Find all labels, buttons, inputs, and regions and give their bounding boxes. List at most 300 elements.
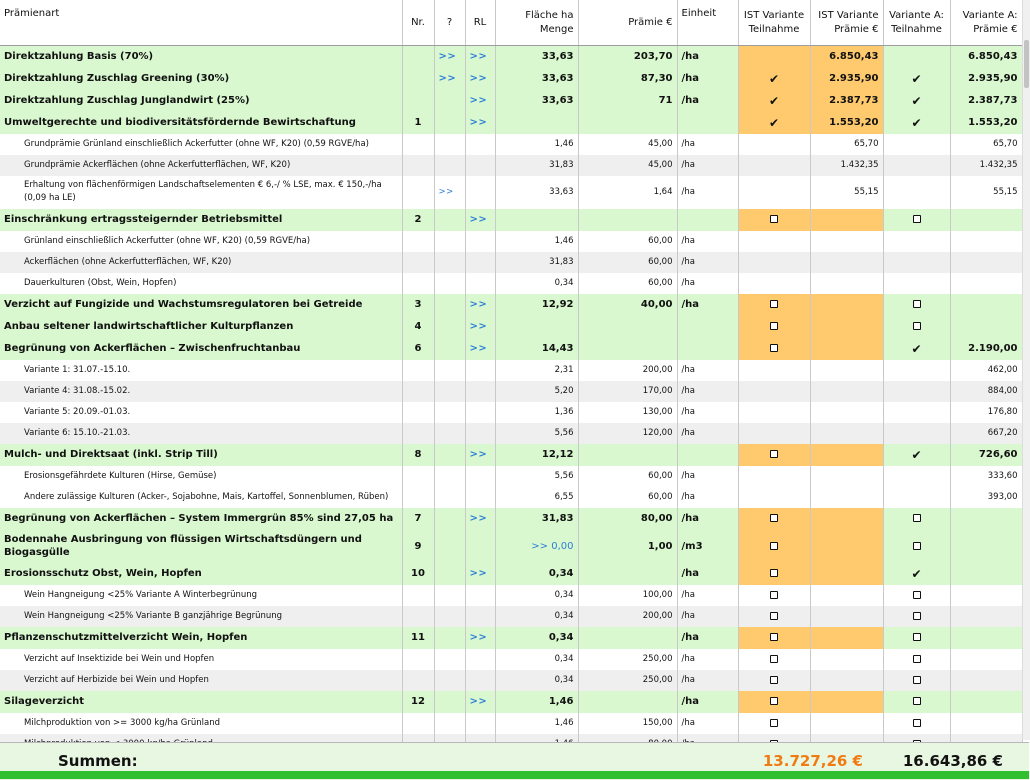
- variant-a-participation-cell[interactable]: [883, 606, 950, 627]
- premium-subrow[interactable]: [0, 585, 1022, 606]
- premium-name-cell: [0, 231, 402, 252]
- variant-a-premium-value: 884,00: [987, 386, 1018, 396]
- variant-a-participation-checkmark-icon[interactable]: ✔: [911, 71, 922, 86]
- area-value: 33,63: [541, 73, 574, 84]
- ist-premium-value: 1.553,20: [829, 117, 879, 128]
- premium-name: Pflanzenschutzmittelverzicht Wein, Hopfen: [4, 632, 248, 643]
- ist-participation-checkbox[interactable]: [770, 676, 778, 684]
- premium-subrow[interactable]: [0, 176, 1022, 209]
- ist-participation-checkbox[interactable]: [770, 697, 778, 705]
- guideline-link[interactable]: >>: [469, 696, 488, 707]
- area-cell: [495, 176, 578, 209]
- variant-a-participation-cell: [883, 252, 950, 273]
- ist-participation-checkmark-icon[interactable]: ✔: [768, 71, 780, 86]
- variant-a-participation-checkbox[interactable]: [913, 322, 921, 330]
- variant-a-participation-checkbox[interactable]: [913, 655, 921, 663]
- variant-a-participation-checkbox[interactable]: [913, 612, 921, 620]
- help-link[interactable]: >>: [438, 51, 457, 63]
- variant-a-premium-value: 393,00: [987, 492, 1018, 502]
- unit-cell: [677, 360, 738, 381]
- guideline-cell[interactable]: [465, 627, 495, 649]
- premium-subrow[interactable]: [0, 487, 1022, 508]
- help-cell[interactable]: [434, 68, 465, 90]
- variant-a-participation-cell[interactable]: [883, 713, 950, 734]
- guideline-cell[interactable]: [465, 444, 495, 466]
- variant-a-premium-value: 2.190,00: [968, 343, 1018, 354]
- variant-a-premium-cell: [950, 209, 1022, 231]
- variant-a-participation-checkbox[interactable]: [913, 300, 921, 308]
- ist-premium-cell: [810, 402, 883, 423]
- premium-name-cell: [0, 294, 402, 316]
- variant-a-participation-cell[interactable]: [883, 670, 950, 691]
- ist-participation-checkmark-icon[interactable]: ✔: [768, 93, 780, 108]
- guideline-cell[interactable]: [465, 338, 495, 360]
- ist-premium-cell: [810, 176, 883, 209]
- area-value: 1,46: [548, 696, 574, 707]
- variant-a-participation-cell[interactable]: [883, 338, 950, 360]
- unit-label: /ha: [681, 236, 695, 246]
- col-header-area[interactable]: [495, 0, 578, 46]
- ist-participation-cell[interactable]: [738, 530, 810, 563]
- scrollbar-thumb[interactable]: [1024, 40, 1029, 88]
- ist-participation-cell[interactable]: [738, 209, 810, 231]
- ist-participation-cell: [738, 360, 810, 381]
- guideline-cell[interactable]: [465, 563, 495, 585]
- variant-a-participation-checkbox[interactable]: [913, 676, 921, 684]
- ist-participation-checkbox[interactable]: [770, 612, 778, 620]
- area-cell: [495, 585, 578, 606]
- premium-rate-cell: [578, 155, 677, 176]
- ist-participation-checkbox[interactable]: [770, 300, 778, 308]
- footer-accent-bar: [0, 771, 1029, 779]
- ist-participation-checkbox[interactable]: [770, 633, 778, 641]
- premium-name-cell: [0, 585, 402, 606]
- premium-name: Ackerflächen (ohne Ackerfutterflächen, WF, K20): [24, 257, 232, 267]
- ist-participation-cell[interactable]: [738, 670, 810, 691]
- guideline-cell: [465, 487, 495, 508]
- premium-name-cell: [0, 670, 402, 691]
- variant-a-participation-checkmark-icon[interactable]: ✔: [911, 93, 922, 108]
- guideline-link[interactable]: >>: [469, 568, 488, 579]
- premium-subrow[interactable]: [0, 273, 1022, 294]
- ist-participation-cell[interactable]: [738, 713, 810, 734]
- premium-row[interactable]: [0, 444, 1022, 466]
- premium-subrow[interactable]: [0, 381, 1022, 402]
- premium-nr: 11: [411, 632, 425, 643]
- variant-a-participation-cell[interactable]: [883, 649, 950, 670]
- premium-name: Direktzahlung Zuschlag Greening (30%): [4, 73, 230, 84]
- unit-cell: [677, 68, 738, 90]
- guideline-link[interactable]: >>: [469, 117, 488, 128]
- premium-subrow[interactable]: [0, 402, 1022, 423]
- ist-participation-checkbox[interactable]: [770, 591, 778, 599]
- area-value: 1,36: [554, 407, 574, 417]
- variant-a-participation-checkbox[interactable]: [913, 514, 921, 522]
- premium-rate: 60,00: [648, 492, 673, 502]
- premium-name-cell: [0, 68, 402, 90]
- col-header-nr[interactable]: Nr.: [402, 0, 434, 46]
- nr-cell: [402, 209, 434, 231]
- ist-premium-value: 1.432,35: [840, 160, 879, 170]
- premium-rate-cell: [578, 585, 677, 606]
- nr-cell: [402, 176, 434, 209]
- col-header-premium-type[interactable]: Prämienart: [0, 0, 402, 46]
- premium-row[interactable]: [0, 508, 1022, 530]
- unit-cell: [677, 294, 738, 316]
- variant-a-participation-cell[interactable]: [883, 627, 950, 649]
- help-cell: [434, 487, 465, 508]
- premium-subrow[interactable]: [0, 134, 1022, 155]
- col-header-variant-a-premium-line1: Variante A:: [962, 9, 1018, 21]
- area-value: 0,34: [554, 590, 574, 600]
- guideline-link[interactable]: >>: [469, 343, 488, 354]
- col-header-ist-premium-line2: Prämie €: [834, 23, 879, 35]
- guideline-cell[interactable]: [465, 46, 495, 68]
- ist-participation-checkbox[interactable]: [770, 215, 778, 223]
- area-value: 0,34: [554, 654, 574, 664]
- guideline-link[interactable]: >>: [469, 73, 488, 84]
- ist-premium-value: 2.387,73: [829, 95, 879, 106]
- unit-label: /m3: [681, 540, 703, 552]
- area-value: 33,63: [541, 95, 574, 106]
- guideline-cell[interactable]: [465, 209, 495, 231]
- ist-participation-cell[interactable]: [738, 316, 810, 338]
- guideline-link[interactable]: >>: [469, 449, 488, 460]
- area-cell: [495, 134, 578, 155]
- premium-subrow[interactable]: [0, 155, 1022, 176]
- unit-label: /ha: [681, 568, 700, 579]
- help-cell: [434, 606, 465, 627]
- area-cell: [495, 466, 578, 487]
- col-header-help[interactable]: ?: [434, 0, 465, 46]
- area-value: 0,34: [554, 675, 574, 685]
- variant-a-premium-value: 333,60: [987, 471, 1018, 481]
- premium-subrow[interactable]: [0, 360, 1022, 381]
- help-cell[interactable]: [434, 176, 465, 209]
- premium-rate-cell: [578, 691, 677, 713]
- guideline-cell: [465, 466, 495, 487]
- premium-name: Grundprämie Ackerflächen (ohne Ackerfutterflächen, WF, K20): [24, 160, 291, 170]
- ist-participation-checkbox[interactable]: [770, 344, 778, 352]
- unit-cell: [677, 713, 738, 734]
- ist-participation-cell[interactable]: [738, 649, 810, 670]
- premium-row[interactable]: [0, 112, 1022, 134]
- ist-participation-cell[interactable]: [738, 606, 810, 627]
- ist-participation-checkbox[interactable]: [770, 542, 778, 550]
- premium-subrow[interactable]: [0, 713, 1022, 734]
- variant-a-participation-cell: [883, 231, 950, 252]
- ist-participation-cell: [738, 487, 810, 508]
- unit-label: /ha: [681, 718, 695, 728]
- variant-a-premium-cell: [950, 273, 1022, 294]
- col-header-unit[interactable]: Einheit: [677, 0, 738, 46]
- guideline-link[interactable]: >>: [469, 51, 488, 63]
- variant-a-premium-cell: [950, 444, 1022, 466]
- help-cell[interactable]: [434, 46, 465, 68]
- guideline-cell[interactable]: [465, 68, 495, 90]
- ist-participation-checkbox[interactable]: [770, 450, 778, 458]
- guideline-cell[interactable]: [465, 112, 495, 134]
- col-header-variant-a-participation[interactable]: [883, 0, 950, 46]
- premium-rate-cell: [578, 444, 677, 466]
- premium-name-cell: [0, 360, 402, 381]
- variant-a-participation-cell[interactable]: [883, 563, 950, 585]
- premium-name-cell: [0, 606, 402, 627]
- guideline-cell: [465, 381, 495, 402]
- ist-participation-cell[interactable]: [738, 338, 810, 360]
- col-header-ist-participation[interactable]: [738, 0, 810, 46]
- premium-subrow[interactable]: [0, 670, 1022, 691]
- ist-participation-cell[interactable]: [738, 563, 810, 585]
- ist-participation-cell[interactable]: [738, 112, 810, 134]
- area-cell: [495, 713, 578, 734]
- ist-participation-cell[interactable]: [738, 508, 810, 530]
- ist-participation-checkbox[interactable]: [770, 514, 778, 522]
- guideline-cell[interactable]: [465, 316, 495, 338]
- ist-participation-checkmark-icon[interactable]: ✔: [768, 115, 780, 130]
- unit-label: /ha: [681, 407, 695, 417]
- premium-rate-cell: [578, 670, 677, 691]
- guideline-cell: [465, 252, 495, 273]
- ist-participation-cell[interactable]: [738, 294, 810, 316]
- unit-label: /ha: [681, 611, 695, 621]
- area-value[interactable]: >> 0,00: [531, 540, 574, 552]
- premium-row[interactable]: [0, 338, 1022, 360]
- ist-participation-checkbox[interactable]: [770, 322, 778, 330]
- unit-cell: [677, 627, 738, 649]
- premium-rate-cell: [578, 90, 677, 112]
- vertical-scrollbar[interactable]: [1022, 0, 1030, 740]
- unit-cell: [677, 90, 738, 112]
- col-header-ist-premium[interactable]: [810, 0, 883, 46]
- premium-row[interactable]: [0, 68, 1022, 90]
- ist-participation-cell[interactable]: [738, 627, 810, 649]
- unit-cell: [677, 316, 738, 338]
- area-value: 1,46: [554, 236, 574, 246]
- area-cell: [495, 670, 578, 691]
- premium-name-cell: [0, 530, 402, 563]
- variant-a-participation-cell[interactable]: [883, 112, 950, 134]
- area-cell: [495, 273, 578, 294]
- guideline-link[interactable]: >>: [469, 95, 488, 106]
- unit-label: /ha: [681, 187, 695, 197]
- premium-rate-cell: [578, 231, 677, 252]
- guideline-cell[interactable]: [465, 691, 495, 713]
- variant-a-premium-cell: [950, 423, 1022, 444]
- unit-cell: [677, 402, 738, 423]
- variant-a-participation-checkmark-icon[interactable]: ✔: [911, 341, 922, 356]
- ist-participation-cell: [738, 466, 810, 487]
- variant-a-participation-checkmark-icon[interactable]: ✔: [911, 447, 922, 462]
- area-cell: [495, 508, 578, 530]
- premium-name-cell: [0, 112, 402, 134]
- premium-name-cell: [0, 209, 402, 231]
- premium-row[interactable]: [0, 209, 1022, 231]
- area-cell: [495, 402, 578, 423]
- guideline-cell: [465, 360, 495, 381]
- premium-name-cell: [0, 466, 402, 487]
- premium-row[interactable]: [0, 46, 1022, 68]
- variant-a-participation-checkbox[interactable]: [913, 591, 921, 599]
- premium-nr: 2: [414, 214, 422, 225]
- variant-a-participation-cell[interactable]: [883, 90, 950, 112]
- premium-rate-cell: [578, 294, 677, 316]
- unit-label: /ha: [681, 513, 700, 524]
- premium-subrow[interactable]: [0, 649, 1022, 670]
- premium-rate: 250,00: [642, 654, 673, 664]
- ist-premium-cell: [810, 530, 883, 563]
- premium-name-cell: [0, 338, 402, 360]
- variant-a-participation-cell: [883, 273, 950, 294]
- col-header-ist-participation-line2: Teilnahme: [748, 23, 800, 35]
- variant-a-participation-cell[interactable]: [883, 316, 950, 338]
- help-cell: [434, 402, 465, 423]
- variant-a-premium-cell: [950, 691, 1022, 713]
- ist-participation-cell[interactable]: [738, 585, 810, 606]
- premium-row[interactable]: [0, 316, 1022, 338]
- unit-cell: [677, 176, 738, 209]
- variant-a-premium-value: 1.553,20: [968, 117, 1018, 128]
- ist-participation-checkbox[interactable]: [770, 719, 778, 727]
- help-link[interactable]: >>: [438, 73, 457, 84]
- guideline-cell[interactable]: [465, 508, 495, 530]
- variant-a-premium-cell: [950, 563, 1022, 585]
- variant-a-participation-checkbox[interactable]: [913, 215, 921, 223]
- variant-a-participation-checkmark-icon[interactable]: ✔: [911, 115, 922, 130]
- nr-cell: [402, 90, 434, 112]
- ist-premium-cell: [810, 670, 883, 691]
- variant-a-premium-cell: [950, 530, 1022, 563]
- variant-a-participation-cell[interactable]: [883, 209, 950, 231]
- premium-subrow[interactable]: [0, 231, 1022, 252]
- premium-name: Erhaltung von flächenförmigen Landschaftselementen € 6,-/ % LSE, max. € 150,-/ha (0,09 ha LE): [24, 180, 382, 203]
- premium-name: Erosionsschutz Obst, Wein, Hopfen: [4, 568, 202, 579]
- guideline-link[interactable]: >>: [469, 632, 488, 643]
- variant-a-premium-cell: [950, 606, 1022, 627]
- unit-cell: [677, 231, 738, 252]
- ist-participation-cell[interactable]: [738, 444, 810, 466]
- area-cell[interactable]: [495, 530, 578, 563]
- ist-participation-cell[interactable]: [738, 691, 810, 713]
- variant-a-participation-checkbox[interactable]: [913, 719, 921, 727]
- unit-label: /ha: [681, 51, 700, 63]
- guideline-link[interactable]: >>: [469, 513, 488, 524]
- variant-a-premium-cell: [950, 338, 1022, 360]
- guideline-link[interactable]: >>: [469, 299, 488, 310]
- variant-a-participation-checkbox[interactable]: [913, 697, 921, 705]
- guideline-link[interactable]: >>: [469, 214, 488, 225]
- variant-a-participation-cell[interactable]: [883, 68, 950, 90]
- ist-participation-cell: [738, 381, 810, 402]
- ist-participation-cell[interactable]: [738, 68, 810, 90]
- premium-row[interactable]: [0, 563, 1022, 585]
- ist-participation-checkbox[interactable]: [770, 569, 778, 577]
- nr-cell: [402, 68, 434, 90]
- area-value: 0,34: [548, 568, 574, 579]
- premium-subrow[interactable]: [0, 423, 1022, 444]
- totals-label: Summen:: [58, 752, 138, 770]
- area-cell: [495, 360, 578, 381]
- nr-cell: [402, 585, 434, 606]
- unit-cell: [677, 252, 738, 273]
- guideline-cell[interactable]: [465, 294, 495, 316]
- variant-a-participation-cell[interactable]: [883, 530, 950, 563]
- variant-a-participation-cell[interactable]: [883, 691, 950, 713]
- guideline-cell: [465, 606, 495, 627]
- unit-label: /ha: [681, 73, 700, 84]
- area-cell: [495, 68, 578, 90]
- variant-a-premium-cell: [950, 134, 1022, 155]
- unit-cell: [677, 134, 738, 155]
- premium-rate: 200,00: [642, 611, 673, 621]
- variant-a-participation-cell[interactable]: [883, 444, 950, 466]
- variant-a-participation-checkbox[interactable]: [913, 542, 921, 550]
- premium-subrow[interactable]: [0, 466, 1022, 487]
- ist-premium-value: 55,15: [854, 187, 879, 197]
- variant-a-premium-cell: [950, 585, 1022, 606]
- help-cell: [434, 231, 465, 252]
- premium-nr: 3: [414, 299, 422, 310]
- ist-participation-checkbox[interactable]: [770, 655, 778, 663]
- premium-name: Erosionsgefährdete Kulturen (Hirse, Gemüse): [24, 471, 217, 481]
- variant-a-participation-cell[interactable]: [883, 508, 950, 530]
- nr-cell: [402, 466, 434, 487]
- premium-rate: 203,70: [633, 51, 673, 63]
- col-header-variant-a-participation-line1: Variante A:: [889, 9, 944, 21]
- premium-row[interactable]: [0, 90, 1022, 112]
- premium-subrow[interactable]: [0, 606, 1022, 627]
- help-link[interactable]: >>: [438, 187, 454, 197]
- variant-a-participation-checkbox[interactable]: [913, 633, 921, 641]
- premium-subrow[interactable]: [0, 252, 1022, 273]
- variant-a-participation-checkmark-icon[interactable]: ✔: [911, 566, 922, 581]
- variant-a-premium-cell: [950, 402, 1022, 423]
- unit-label: /ha: [681, 278, 695, 288]
- premium-row[interactable]: [0, 530, 1022, 563]
- unit-cell: [677, 444, 738, 466]
- variant-a-premium-cell: [950, 316, 1022, 338]
- premium-row[interactable]: [0, 627, 1022, 649]
- variant-a-participation-cell[interactable]: [883, 585, 950, 606]
- nr-cell: [402, 563, 434, 585]
- premium-rate: 45,00: [648, 160, 673, 170]
- nr-cell: [402, 252, 434, 273]
- premium-name: Direktzahlung Zuschlag Junglandwirt (25%): [4, 95, 250, 106]
- premium-row[interactable]: [0, 691, 1022, 713]
- unit-cell: [677, 155, 738, 176]
- premium-name-cell: [0, 134, 402, 155]
- premium-rate-cell: [578, 487, 677, 508]
- col-header-rl[interactable]: RL: [465, 0, 495, 46]
- nr-cell: [402, 444, 434, 466]
- premium-rate-cell: [578, 46, 677, 68]
- nr-cell: [402, 112, 434, 134]
- premium-rate: 45,00: [648, 139, 673, 149]
- premium-name: Grünland einschließlich Ackerfutter (ohne WF, K20) (0,59 RGVE/ha): [24, 236, 311, 246]
- guideline-cell[interactable]: [465, 90, 495, 112]
- guideline-link[interactable]: >>: [469, 321, 488, 332]
- variant-a-participation-cell[interactable]: [883, 294, 950, 316]
- col-header-premium[interactable]: Prämie €: [578, 0, 677, 46]
- ist-participation-cell[interactable]: [738, 90, 810, 112]
- premium-row[interactable]: [0, 294, 1022, 316]
- nr-cell: [402, 402, 434, 423]
- nr-cell: [402, 338, 434, 360]
- area-value: 12,92: [541, 299, 574, 310]
- nr-cell: [402, 627, 434, 649]
- col-header-variant-a-premium[interactable]: [950, 0, 1022, 46]
- nr-cell: [402, 530, 434, 563]
